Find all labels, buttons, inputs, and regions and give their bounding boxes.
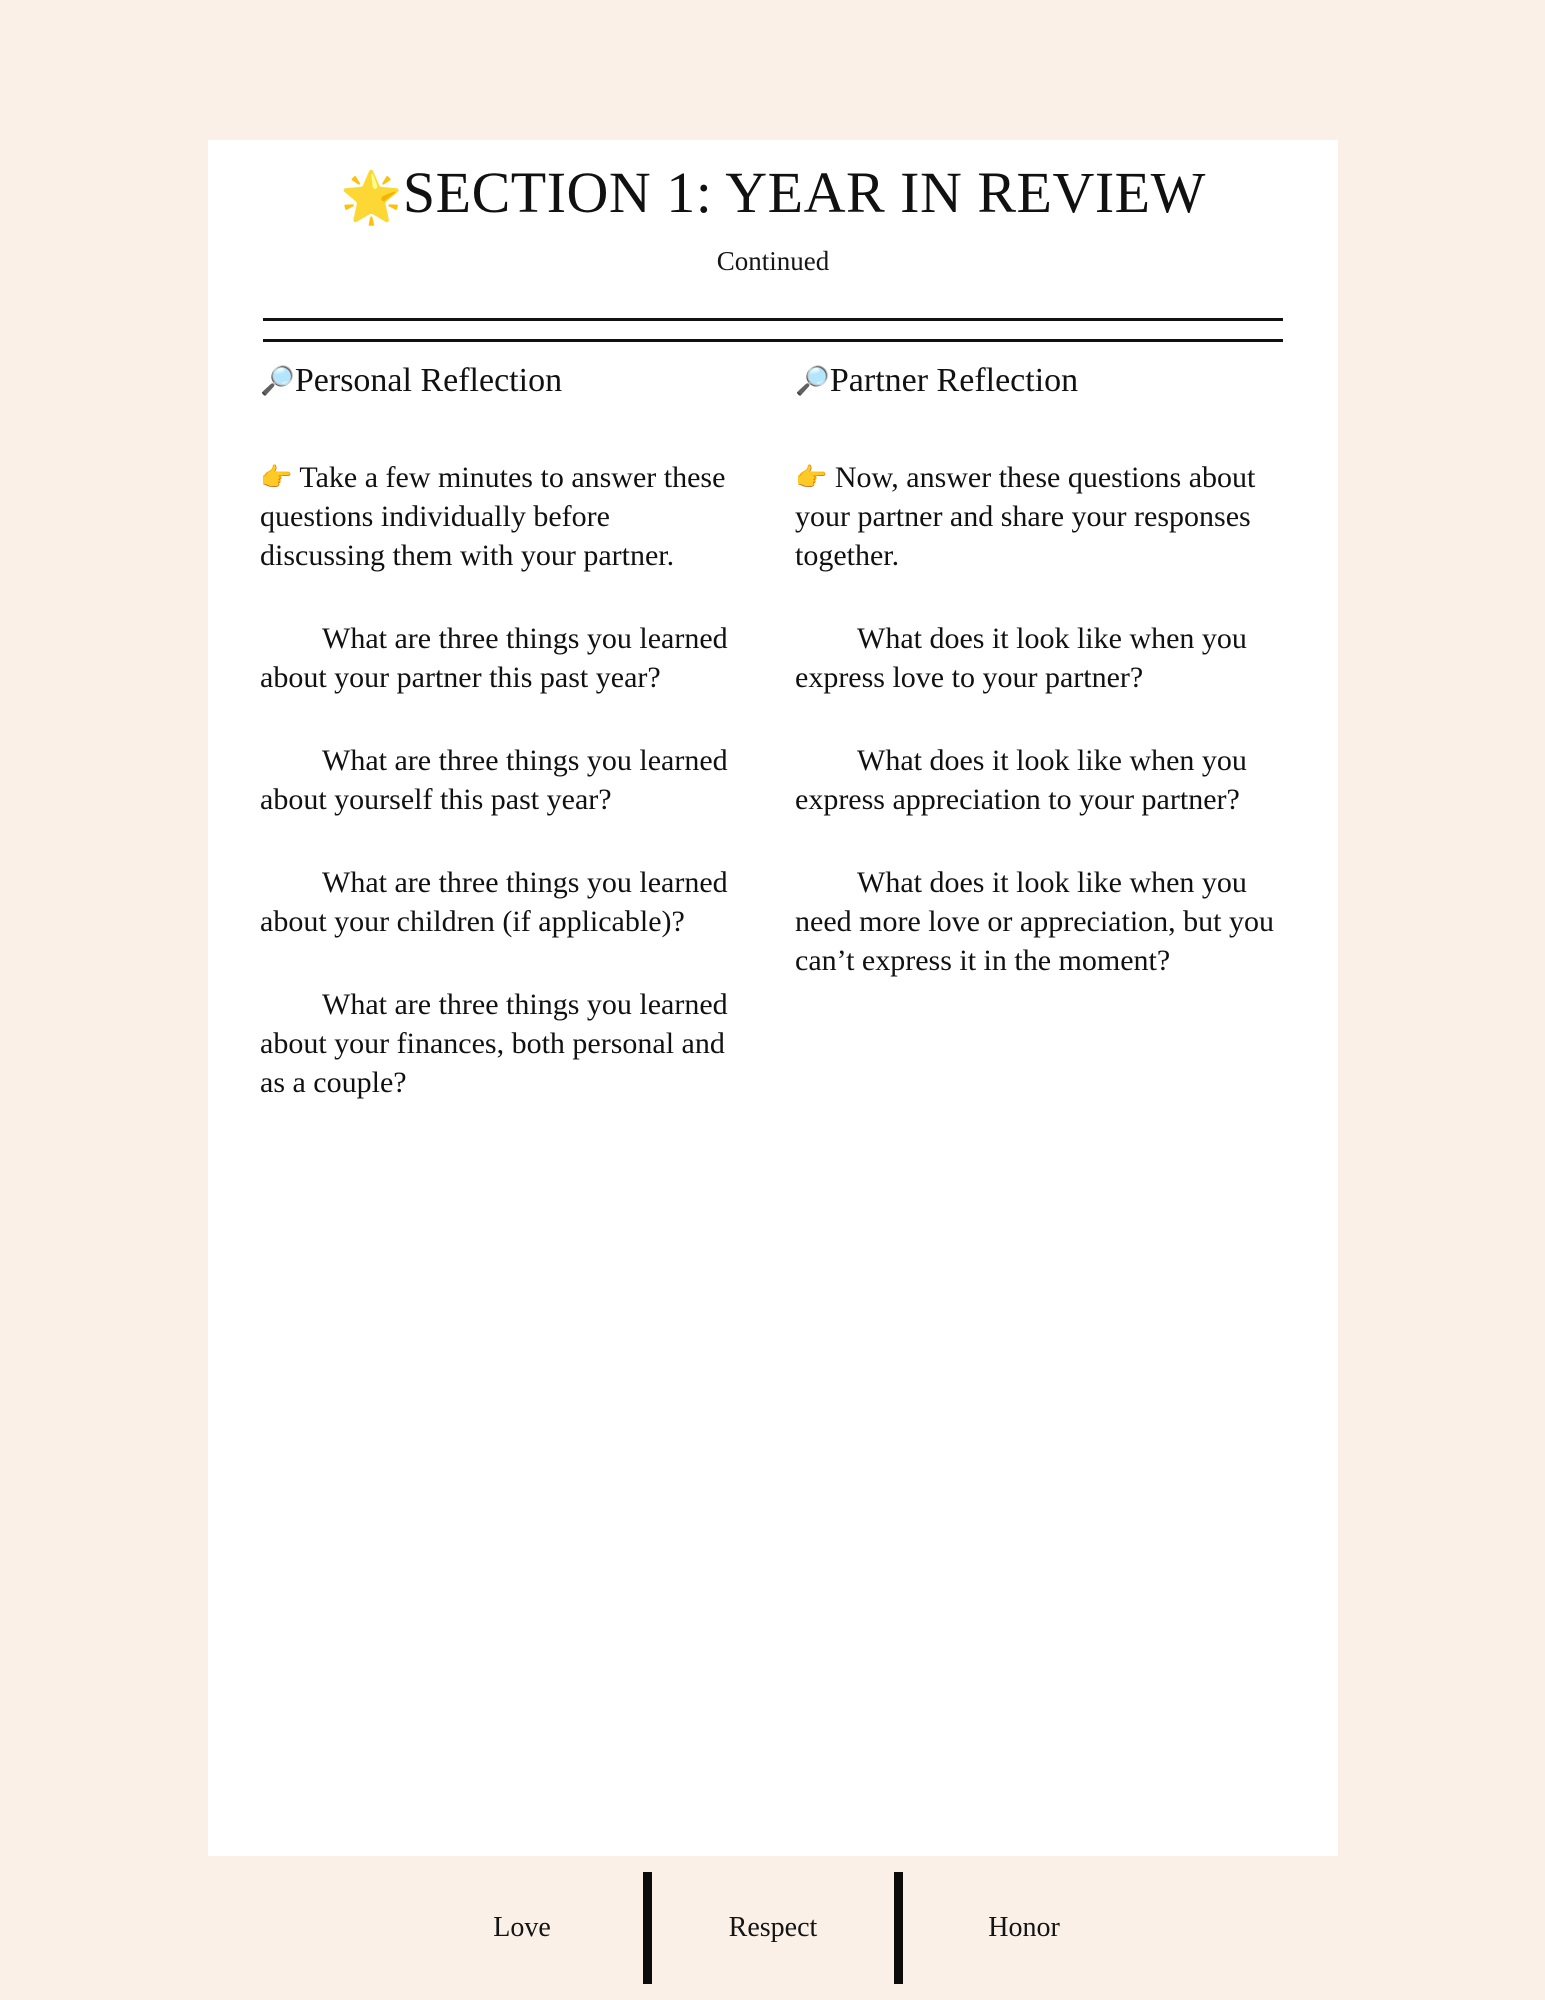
pointing-hand-emoji: 👉 <box>260 463 293 494</box>
question-item: What does it look like when you express appreciation to your partner? <box>795 744 1247 817</box>
column-partner-reflection <box>773 360 1286 1103</box>
magnifying-glass-icon: 🔎 <box>795 363 830 397</box>
reflection-columns <box>260 342 1286 1103</box>
question-item: What are three things you learned about yourself this past year? <box>260 744 728 817</box>
column-heading-partner-label: Partner Reflection <box>829 361 1079 399</box>
glowing-star-emoji: 🌟 <box>340 168 403 226</box>
column-personal-reflection <box>260 360 773 1103</box>
intro-partner <box>795 458 1286 575</box>
divider-line-top <box>263 318 1283 321</box>
column-heading-personal <box>260 360 737 403</box>
magnifying-glass-icon: 🔎 <box>260 363 295 397</box>
question-item: What does it look like when you express love to your partner? <box>795 622 1247 695</box>
page-subtitle: Continued <box>716 246 830 277</box>
footer-item-love: Love <box>493 1912 551 1943</box>
intro-personal <box>260 458 737 575</box>
page-title <box>280 160 1266 226</box>
document-page <box>208 140 1338 1856</box>
page-footer <box>208 1856 1338 2000</box>
column-heading-personal-label: Personal Reflection <box>294 361 563 399</box>
pointing-hand-emoji: 👉 <box>795 463 828 494</box>
intro-partner-text: Now, answer these questions about your partner and share your responses together. <box>795 461 1256 573</box>
page-title-text: SECTION 1: YEAR IN REVIEW <box>402 160 1206 225</box>
question-item: What are three things you learned about your partner this past year? <box>260 622 728 695</box>
footer-values <box>401 1872 1145 1984</box>
intro-personal-text: Take a few minutes to answer these questions individually before discussing them with your partner. <box>260 461 726 573</box>
footer-divider <box>894 1872 903 1984</box>
page-header <box>208 140 1338 278</box>
question-item: What does it look like when you need more love or appreciation, but you can’t express it in the moment? <box>795 866 1275 978</box>
footer-item-honor: Honor <box>988 1912 1060 1943</box>
footer-divider <box>643 1872 652 1984</box>
question-item: What are three things you learned about your children (if applicable)? <box>260 866 728 939</box>
footer-item-respect: Respect <box>728 1912 818 1943</box>
question-item: What are three things you learned about your finances, both personal and as a couple? <box>260 988 728 1100</box>
column-heading-partner <box>795 360 1286 403</box>
header-divider <box>263 318 1283 342</box>
